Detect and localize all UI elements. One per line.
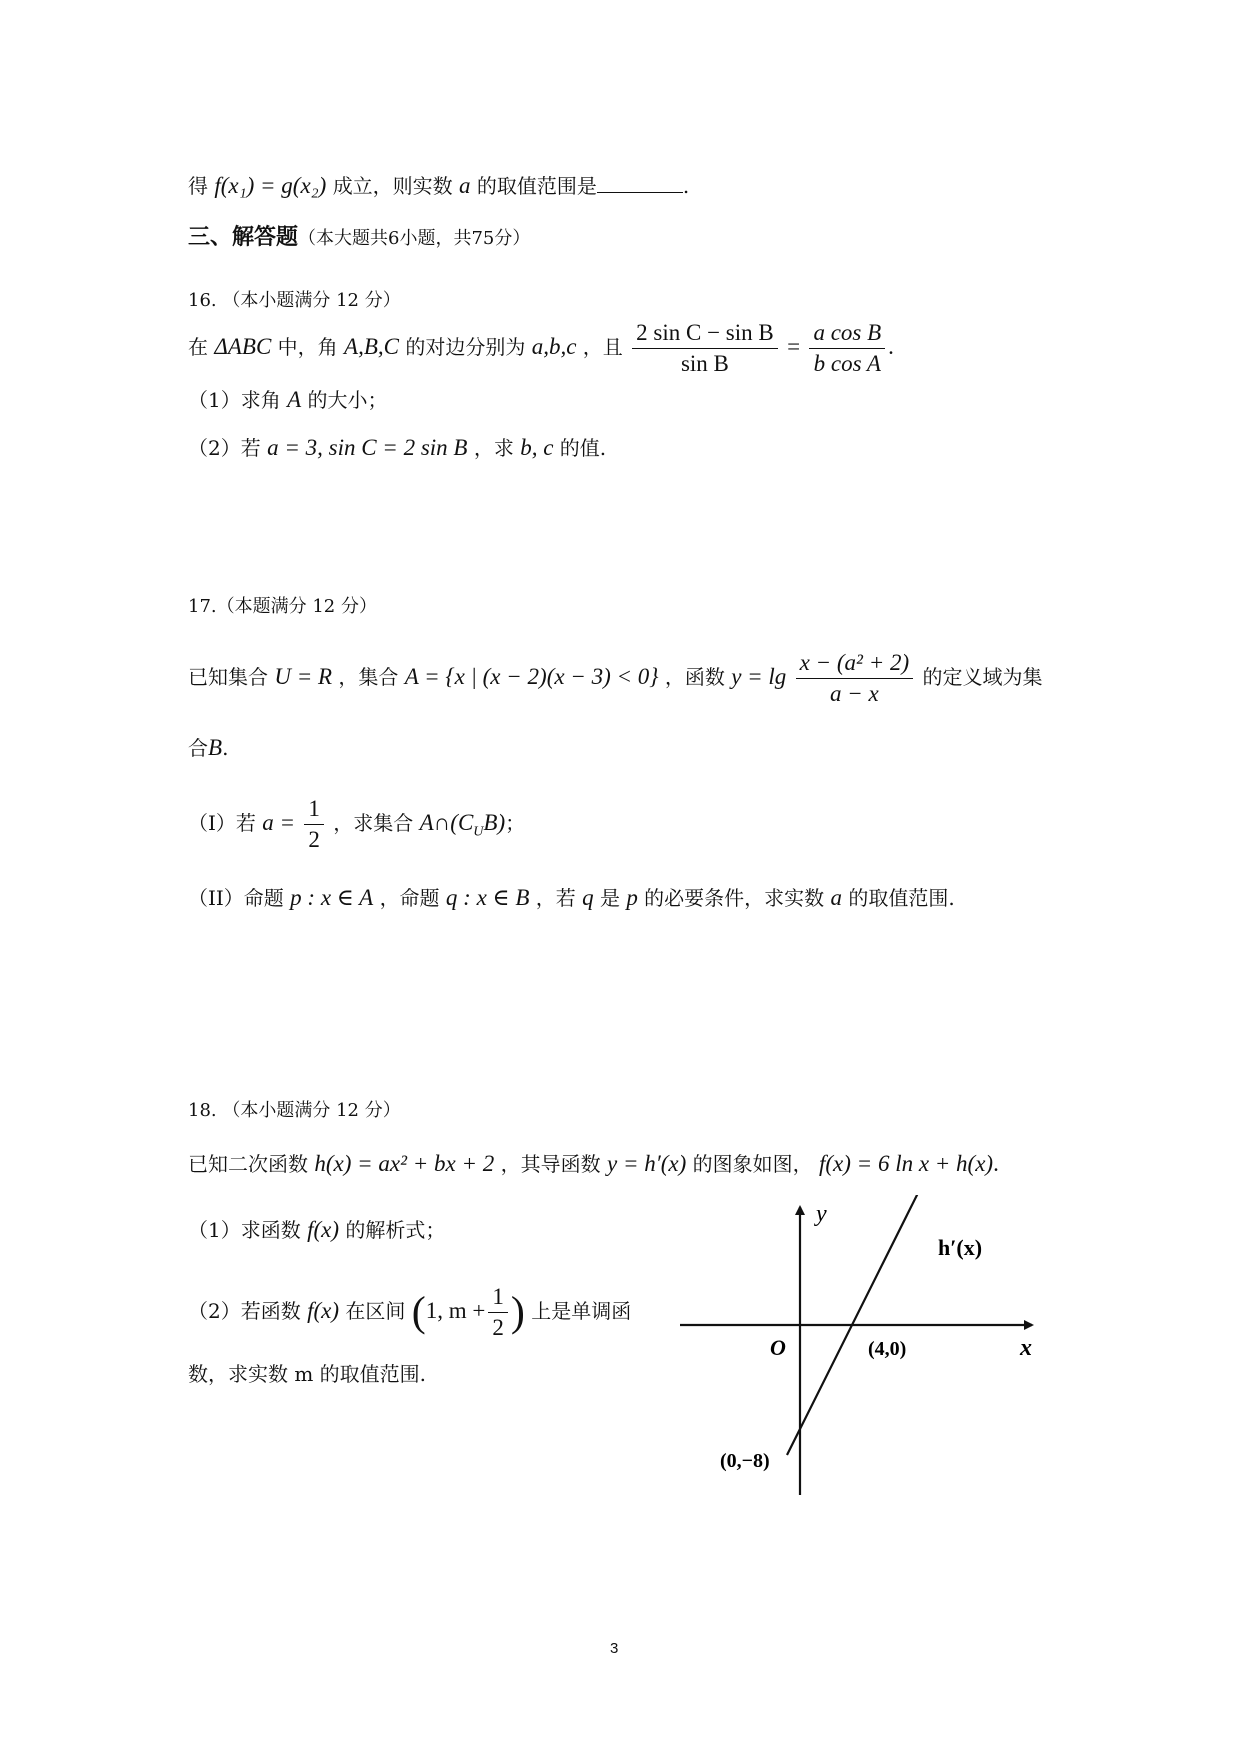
text: 在区间 [345, 1298, 406, 1323]
math-var: p [626, 885, 638, 910]
q16-part1 [188, 384, 388, 413]
text: 的对边分别为 [405, 335, 526, 359]
q17-part1 [188, 794, 525, 855]
interval-start: 1, m + [425, 1297, 486, 1323]
q18-stem [188, 1148, 999, 1177]
text: （2）若 [188, 436, 261, 460]
q17-header: 17.（本题满分 12 分） [188, 596, 377, 617]
text: 的取值范围是 [476, 174, 597, 198]
text: . [682, 174, 690, 198]
x-axis-label: x [1020, 1335, 1032, 1361]
math-expr: f(x) = 6 ln x + h(x) [819, 1151, 994, 1176]
text: 得 [188, 174, 208, 198]
math-expr: A,B,C [344, 334, 399, 359]
text: 的解析式； [345, 1218, 446, 1242]
math-expr: y = h′(x) [606, 1151, 687, 1176]
math-expr: a = 3, sin C = 2 sin B [267, 435, 468, 460]
text: 成立，则实数 [332, 174, 453, 198]
text: ，函数 [664, 665, 725, 689]
text: （1）求函数 [188, 1218, 301, 1242]
math-var: B [208, 735, 223, 760]
fraction-denominator: a − x [830, 681, 879, 706]
q17-stem-cont [188, 732, 228, 761]
text: 的取值范围. [848, 886, 955, 910]
derivative-graph [670, 1195, 1060, 1505]
origin-label: O [770, 1335, 786, 1360]
math-expr: f(x₁) = g(x₂) [214, 173, 327, 198]
math-expr: a,b,c [531, 334, 577, 359]
text: 的图象如图， [692, 1152, 813, 1176]
math-var: A [287, 387, 302, 412]
math-expr: h(x) = ax² + bx + 2 [314, 1151, 495, 1176]
fraction [632, 318, 778, 379]
text: 是 [599, 886, 620, 910]
section-heading [188, 220, 530, 251]
text: （2）若函数 [188, 1298, 301, 1323]
text: （I）若 [188, 811, 256, 835]
math-expr: U = R [274, 664, 333, 689]
text: 合 [188, 736, 208, 760]
math-expr: ΔABC [214, 334, 272, 359]
q18-header: 18. （本小题满分 12 分） [188, 1100, 401, 1121]
math-expr: f(x) [307, 1217, 340, 1242]
q16-stem [188, 318, 894, 379]
fraction [488, 1282, 508, 1343]
text: 上是单调函 [531, 1298, 632, 1323]
fraction-numerator: 1 [488, 1282, 508, 1313]
fraction-numerator: a cos B [809, 318, 885, 349]
text: ，集合 [338, 665, 399, 689]
text: 在 [188, 335, 208, 359]
math-expr: b, c [520, 435, 554, 460]
text: （II）命题 [188, 886, 284, 910]
math-var: a [459, 173, 471, 198]
section-title: 三、解答题 [188, 224, 299, 250]
fraction [809, 318, 885, 379]
fraction-numerator: 2 sin C − sin B [632, 318, 778, 349]
fraction-numerator: 1 [304, 794, 324, 825]
q18-part2-cont: 数，求实数 m 的取值范围. [188, 1362, 427, 1386]
text: ，命题 [379, 886, 440, 910]
text: （1）求角 [188, 388, 281, 412]
math-expr: p : x ∈ A [290, 885, 374, 910]
fraction-denominator: 2 [492, 1315, 504, 1340]
y-axis-label: y [816, 1201, 827, 1227]
text: 中，角 [277, 335, 338, 359]
interval-expr: (1, m + $\frac{1}{2}$ ) [412, 1298, 525, 1323]
fraction-denominator: sin B [680, 351, 729, 376]
q18-part2 [188, 1282, 631, 1343]
math-expr: q : x ∈ B [445, 885, 530, 910]
text: 已知集合 [188, 665, 268, 689]
text: . [222, 736, 229, 760]
fraction-denominator: 2 [308, 827, 320, 852]
math-expr: a = [262, 810, 296, 835]
text: 的值. [559, 436, 607, 460]
carry-over-line [188, 170, 689, 199]
q18-part1 [188, 1214, 445, 1243]
q16-header: 16. （本小题满分 12 分） [188, 290, 401, 311]
text: 的大小； [307, 388, 388, 412]
math-expr: f(x) [307, 1297, 340, 1323]
q17-stem [188, 648, 1043, 709]
text: 已知二次函数 [188, 1152, 308, 1176]
line-label: h′(x) [938, 1235, 983, 1260]
q17-part2 [188, 882, 955, 911]
text: . [888, 334, 894, 359]
text: ，若 [535, 886, 576, 910]
text: ，求 [473, 436, 514, 460]
math-var: q [582, 885, 594, 910]
text: . [993, 1151, 999, 1176]
text: 的定义域为集 [922, 665, 1043, 689]
fraction [796, 648, 913, 709]
section-note: （本大题共6小题，共75分） [298, 228, 531, 249]
math-expr: A = {x | (x − 2)(x − 3) < 0} [404, 664, 659, 689]
math-expr: y = lg [731, 664, 787, 689]
point-label-y-intercept: (0,−8) [720, 1450, 770, 1472]
fraction [304, 794, 324, 855]
fraction-numerator: x − (a² + 2) [796, 648, 913, 679]
text: ，其导函数 [500, 1152, 601, 1176]
text: 的必要条件，求实数 [644, 886, 825, 910]
page-number: 3 [610, 1640, 619, 1657]
answer-blank [597, 174, 683, 193]
text: ，且 [582, 335, 623, 359]
text: ； [505, 811, 526, 835]
math-op: = [787, 334, 801, 359]
math-var: a [830, 885, 843, 910]
text: ，求集合 [333, 811, 414, 835]
q16-part2 [188, 432, 606, 461]
math-expr: $A\cap(C_UB)$ [419, 810, 506, 840]
fraction-denominator: b cos A [813, 351, 881, 376]
point-label-x-intercept: (4,0) [868, 1338, 907, 1360]
